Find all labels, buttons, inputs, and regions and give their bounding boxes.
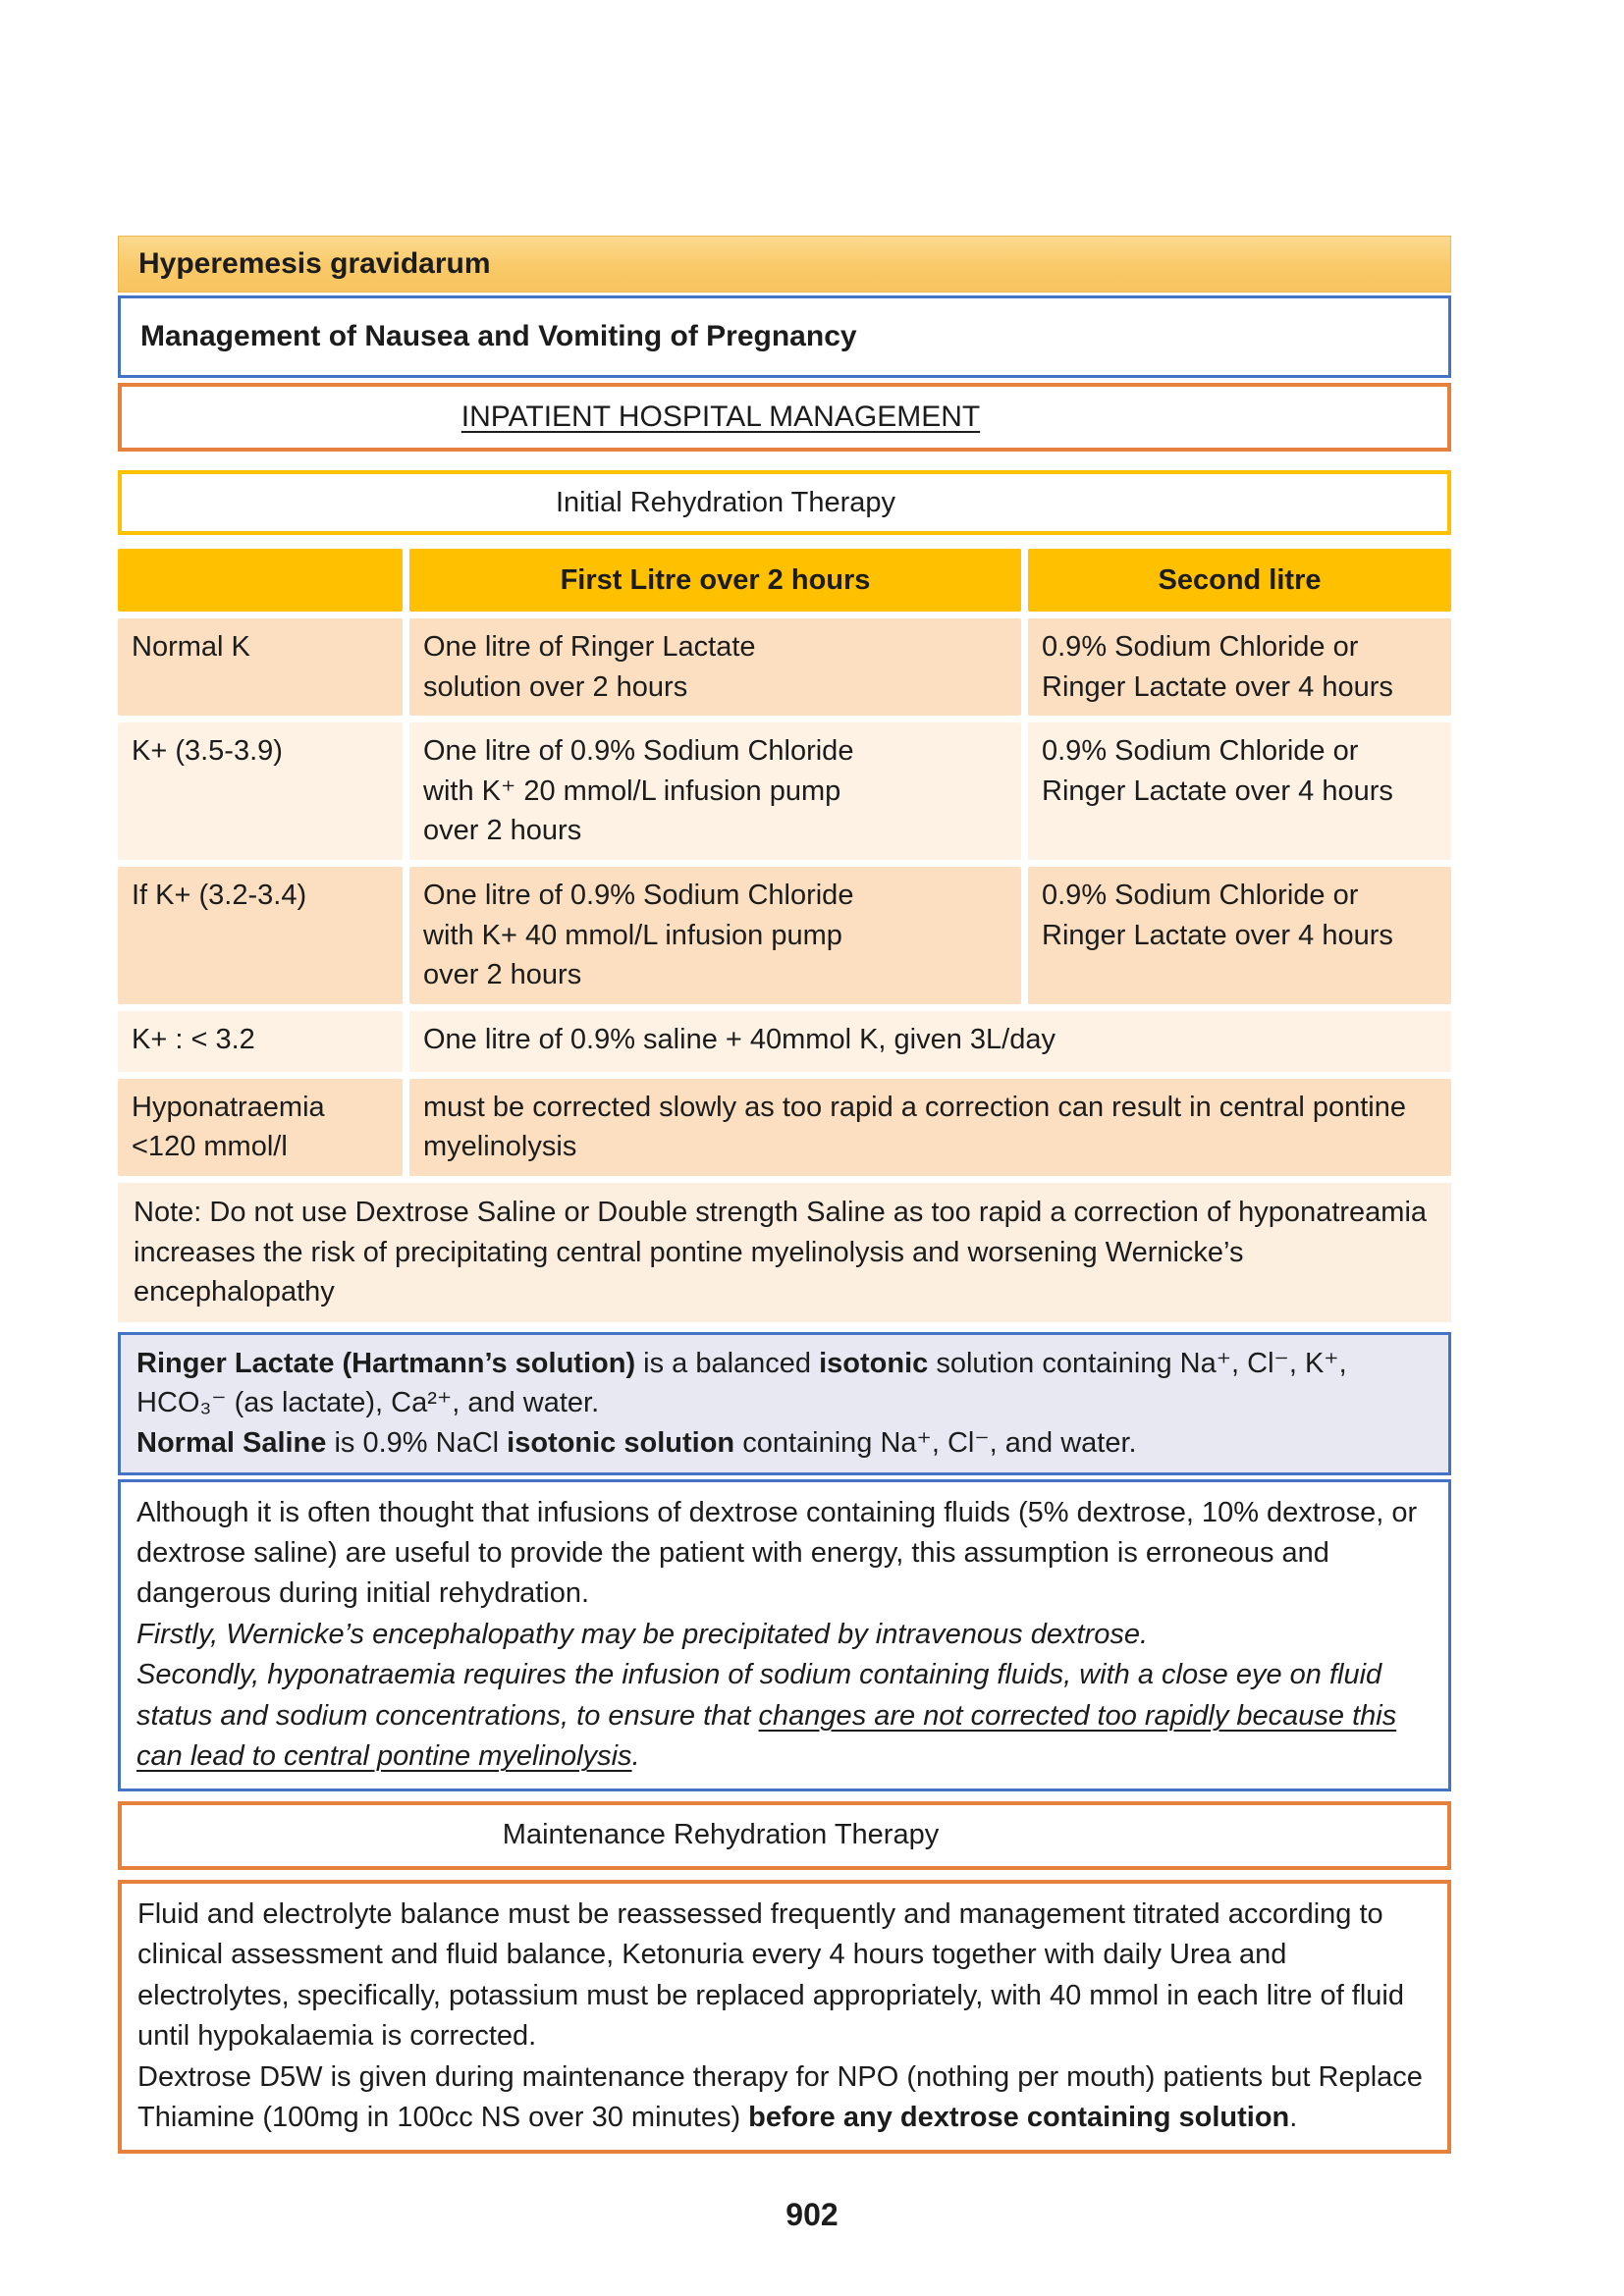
- row3-second-litre: 0.9% Sodium Chloride or Ringer Lactate over 4 hours: [1028, 867, 1451, 1004]
- page-number: 902: [785, 2197, 839, 2232]
- document-subtitle: Management of Nausea and Vomiting of Pregnancy: [140, 320, 857, 352]
- ringer-lactate-description: Ringer Lactate (Hartmann’s solution) is a balanced isotonic solution containing Na⁺, Cl⁻, K⁺, HCO₃⁻ (as lactate), Ca²⁺, and water.: [136, 1347, 1347, 1419]
- initial-therapy-heading: Initial Rehydration Therapy: [555, 486, 896, 518]
- header-cell-condition: [118, 549, 403, 612]
- header-cell-first-litre: First Litre over 2 hours: [409, 549, 1021, 612]
- row4-merged-cell: One litre of 0.9% saline + 40mmol K, given 3L/day: [409, 1011, 1451, 1072]
- maintenance-paragraph-dextrose: Dextrose D5W is given during maintenance therapy for NPO (nothing per mouth) patients but Replace Thiamine (100mg in 100cc NS over 30 minutes) before any dextrose containing solution.: [137, 2060, 1423, 2134]
- row1-second-litre: 0.9% Sodium Chloride or Ringer Lactate over 4 hours: [1028, 618, 1451, 716]
- row3-first-litre: One litre of 0.9% Sodium Chloride with K+ 40 mmol/L infusion pump over 2 hours: [409, 867, 1021, 1004]
- maintenance-paragraph-fluid-balance: Fluid and electrolyte balance must be reassessed frequently and management titrated according to clinical assessment and fluid balance, Ketonuria every 4 hours together with daily Urea and electrolytes, specifically, potassium must be replaced appropriately, with 40 mmol in each litre of fluid until hypokalaemia is corrected.: [137, 1897, 1405, 2053]
- topic-title-bar: [118, 236, 1451, 293]
- row5-merged-cell: must be corrected slowly as too rapid a correction can result in central pontine myelinolysis: [409, 1079, 1451, 1176]
- dextrose-warning-paragraph: Although it is often thought that infusions of dextrose containing fluids (5% dextrose, 10% dextrose, or dextrose saline) are useful to provide the patient with energy, this assumption is erroneous and dangerous during initial rehydration.: [136, 1496, 1418, 1610]
- header-cell-second-litre: Second litre: [1028, 549, 1451, 612]
- row2-condition: K+ (3.5-3.9): [118, 722, 403, 860]
- section-heading: INPATIENT HOSPITAL MANAGEMENT: [460, 400, 981, 433]
- normal-saline-description: Normal Saline is 0.9% NaCl isotonic solution containing Na⁺, Cl⁻, and water.: [136, 1426, 1137, 1459]
- dextrose-warning-secondly: Secondly, hyponatraemia requires the infusion of sodium containing fluids, with a close eye on fluid status and sodium concentrations, to ensure that changes are not corrected too rapidly because this can lead to central pontine myelinolysis.: [136, 1659, 1397, 1773]
- page-content: [118, 236, 1451, 2154]
- solution-composition-box: [118, 1332, 1451, 1475]
- saline-note: Note: Do not use Dextrose Saline or Double strength Saline as too rapid a correction of hyponatreamia increases the risk of precipitating central pontine myelinolysis and worsening Wernicke’s encephalopathy: [118, 1183, 1451, 1322]
- section-heading-box: [118, 383, 1451, 452]
- row1-condition: Normal K: [118, 618, 403, 716]
- row4-condition: K+ : < 3.2: [118, 1011, 403, 1072]
- dextrose-warning-firstly: Firstly, Wernicke’s encephalopathy may be precipitated by intravenous dextrose.: [136, 1618, 1149, 1650]
- maintenance-therapy-box: [118, 1880, 1451, 2154]
- dextrose-warning-box: [118, 1479, 1451, 1791]
- initial-therapy-heading-box: [118, 470, 1451, 535]
- topic-title: Hyperemesis gravidarum: [138, 247, 491, 280]
- row5-condition: Hyponatraemia <120 mmol/l: [118, 1079, 403, 1176]
- row3-condition: If K+ (3.2-3.4): [118, 867, 403, 1004]
- maintenance-heading: Maintenance Rehydration Therapy: [502, 1819, 940, 1851]
- maintenance-heading-box: [118, 1801, 1451, 1870]
- row2-first-litre: One litre of 0.9% Sodium Chloride with K⁺ 20 mmol/L infusion pump over 2 hours: [409, 722, 1021, 860]
- rehydration-table: [118, 549, 1451, 1176]
- row1-first-litre: One litre of Ringer Lactate solution over 2 hours: [409, 618, 1021, 716]
- document-subtitle-box: [118, 295, 1451, 378]
- row2-second-litre: 0.9% Sodium Chloride or Ringer Lactate over 4 hours: [1028, 722, 1451, 860]
